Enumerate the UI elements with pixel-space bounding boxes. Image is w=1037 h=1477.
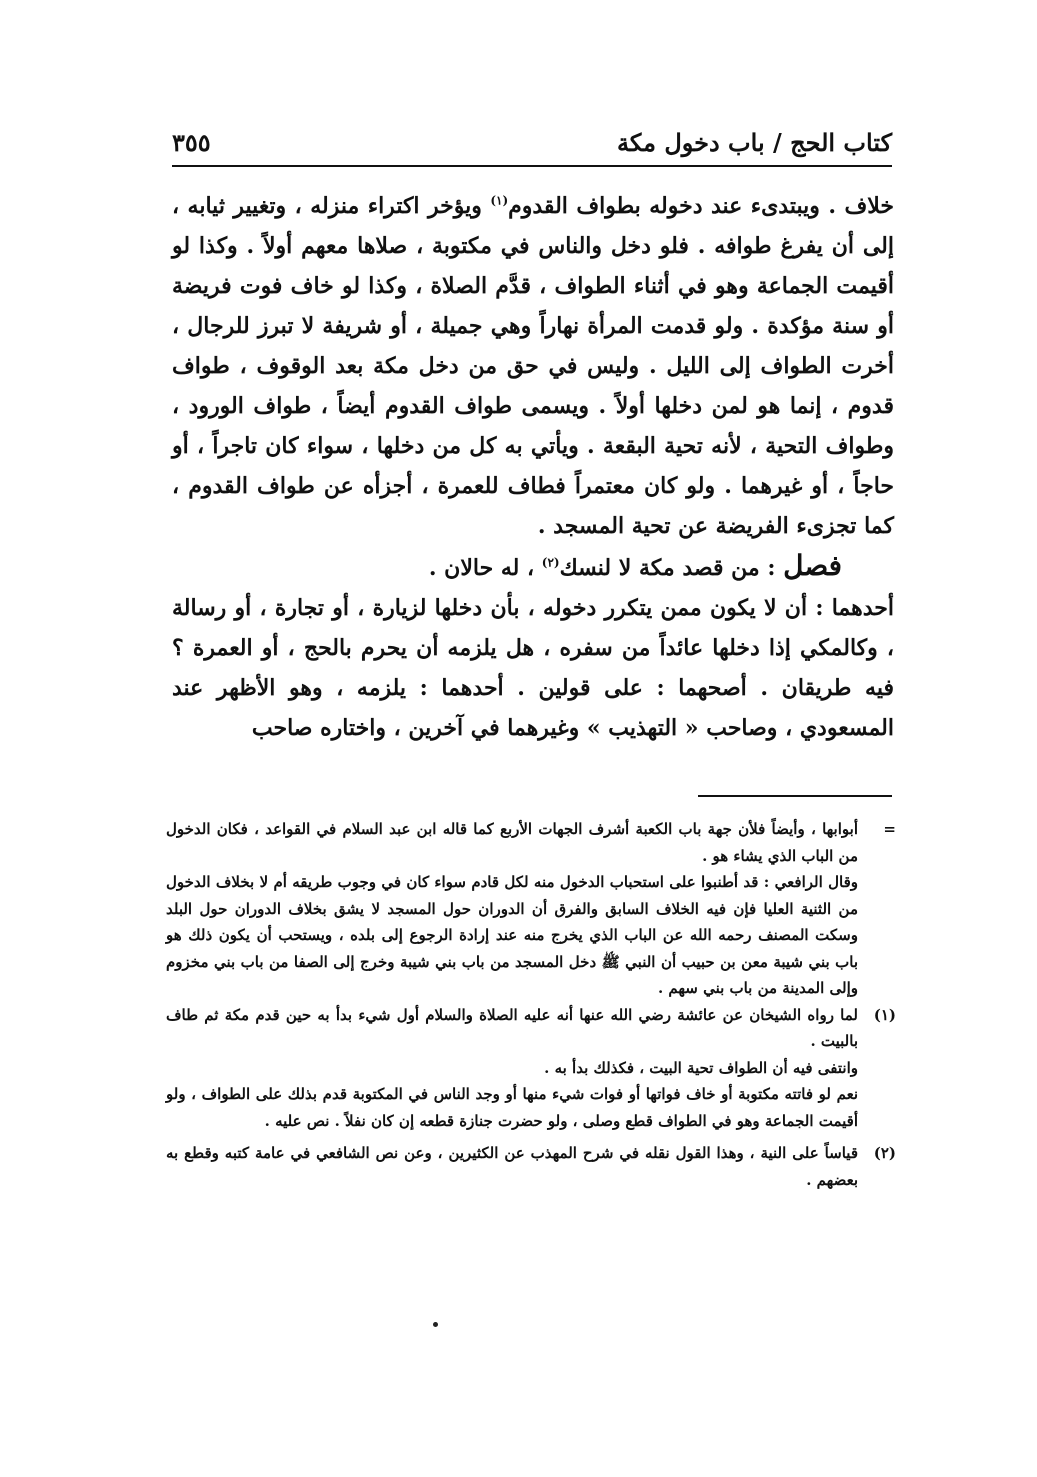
footnote-1-para-2: وانتفى فيه أن الطواف تحية البيت ، فكذلك بدأ به .	[544, 1058, 858, 1077]
footnote-ref-1[interactable]: (١)	[490, 193, 509, 208]
footnote-1-para-3: نعم لو فاتته مكتوبة أو خاف فواتها أو فوات شيء منها أو وجد الناس في المكتوبة قدم بذلك على الطواف ، ولو أقيمت الجماعة وهو في الطواف قطع وصلى ، ولو حضرت جنازة قطعه إن كان نفلاً . نص عليه .	[166, 1085, 858, 1130]
footnote-separator	[698, 795, 892, 797]
main-text	[172, 186, 894, 748]
running-header	[172, 118, 892, 164]
footnote-continued-para: وقال الرافعي : قد أطنبوا على استحباب الدخول منه لكل قادم سواء كان في وجوب طريقه أم لا بخلاف الدخول من الثنية العليا فإن فيه الخلاف السابق والفرق أن الدوران حول المسجد لا يشق بخلاف الدوران حول البلد وسكت المصنف رحمه الله عن الباب الذي يخرج منه عند إرادة الرجوع إلى بلده ، ويستحب أن يكون ذلك هو باب بني شيبة معن بن حبيب أن النبي ﷺ دخل المسجد من باب بني شيبة وخرج إلى الصفا من باب بني مخزوم وإلى المدينة من باب بني سهم .	[166, 873, 858, 997]
page-number: ٣٥٥	[172, 128, 211, 157]
footnote-continued: = أبوابها ، وأيضاً فلأن جهة باب الكعبة أشرف الجهات الأربع كما قاله ابن عبد السلام في القواعد ، فكان الدخول من الباب الذي يشاء هو .	[166, 816, 896, 869]
header-rule	[172, 165, 892, 167]
footnote-1-mark: (١)	[873, 1005, 896, 1024]
footnote-1: (١) لما رواه الشيخان عن عائشة رضي الله عنها أنه عليه الصلاة والسلام أول شيء بدأ به حين قدم مكة ثم طاف بالبيت .	[166, 1002, 896, 1055]
footnotes	[166, 816, 896, 1193]
footnote-ref-2[interactable]: (٢)	[541, 555, 560, 570]
footnote-2-mark: (٢)	[873, 1144, 896, 1162]
paragraph-first-case: أحدهما : أن لا يكون ممن يتكرر دخوله ، بأن دخلها لزيارة ، أو تجارة ، أو رسالة ، وكالمكي إذا دخلها عائداً من سفره ، هل يلزمه أن يحرم بالحج ، أو العمرة ؟ فيه طريقان . أصحهما : على قولين . أحدهما : يلزمه ، وهو الأظهر عند المسعودي ، وصاحب « التهذيب » وغيرهما في آخرين ، واختاره صاحب	[172, 595, 894, 741]
section-heading-fasl: فصل : من قصد مكة لا لنسك$^{(٢)}$ ، له حالان .	[428, 549, 842, 582]
fasl-keyword: فصل	[783, 549, 842, 582]
footnote-2: (٢) قياساً على النية ، وهذا القول نقله في شرح المهذب عن الكثيرين ، وعن نص الشافعي في عامة كتبه وقطع به بعضهم .	[166, 1140, 896, 1193]
paragraph-tawaf: خلاف . ويبتدىء عند دخوله بطواف القدوم$^{(١)}$ ويؤخر اكتراء منزله ، وتغيير ثيابه ، إلى أن يفرغ طوافه . فلو دخل والناس في مكتوبة ، صلاها معهم أولاً . وكذا لو أقيمت الجماعة وهو في أثناء الطواف ، قدَّم الصلاة ، وكذا لو خاف فوت فريضة أو سنة مؤكدة . ولو قدمت المرأة نهاراً وهي جميلة ، أو شريفة لا تبرز للرجال ، أخرت الطواف إلى الليل . وليس في حق من دخل مكة بعد الوقوف ، طواف قدوم ، إنما هو لمن دخلها أولاً . ويسمى طواف القدوم أيضاً ، طواف الورود ، وطواف التحية ، لأنه تحية البقعة . ويأتي به كل من دخلها ، سواء كان تاجراً ، أو حاجاً ، أو غيرهما . ولو كان معتمراً فطاف للعمرة ، أجزأه عن طواف القدوم ، كما تجزىء الفريضة عن تحية المسجد .	[172, 193, 894, 539]
continuation-mark: =	[883, 820, 896, 838]
page-dot	[433, 1322, 438, 1327]
chapter-title: كتاب الحج / باب دخول مكة	[616, 128, 892, 157]
